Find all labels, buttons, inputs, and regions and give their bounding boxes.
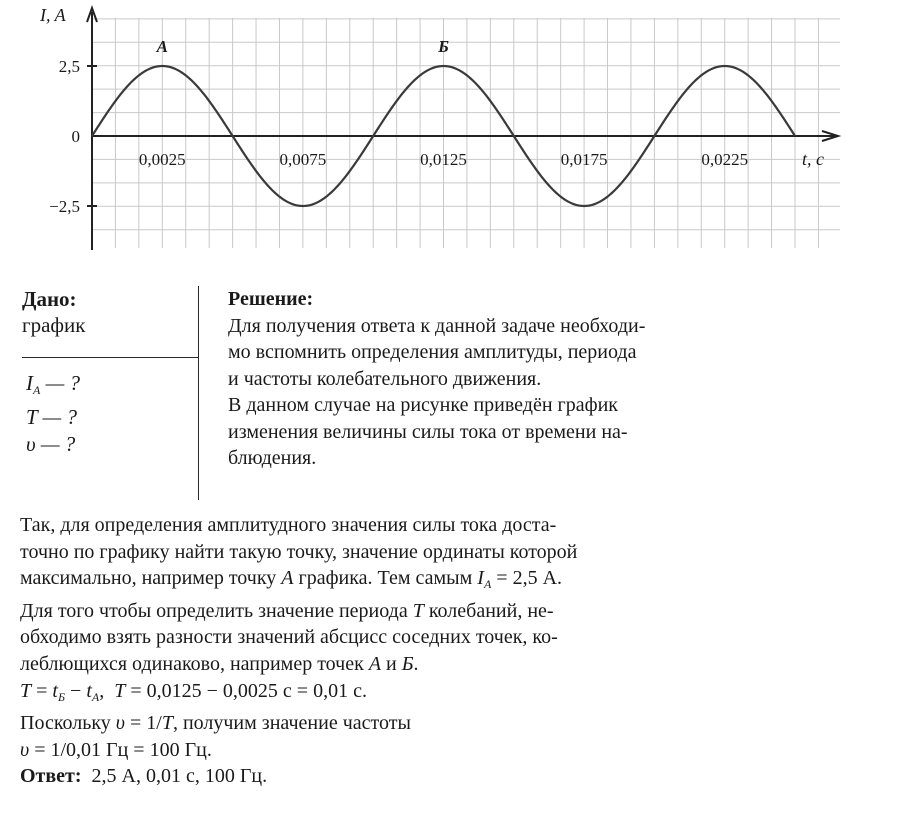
chart-grid <box>92 18 840 248</box>
given-block <box>22 286 198 506</box>
unknowns-list <box>26 370 80 458</box>
given-divider <box>22 357 198 358</box>
unknown-period: T — ? <box>26 405 77 429</box>
solution-line: мо вспомнить определения амплитуды, периода <box>228 341 637 363</box>
x-tick-label: 0,0175 <box>560 150 608 169</box>
current-time-chart <box>0 0 900 262</box>
unknown-amplitude: $I_A$ — ? <box>26 371 81 397</box>
answer-label: Ответ: <box>20 765 82 788</box>
solution-line: Для получения ответа к данной задаче необходи- <box>228 314 646 337</box>
x-tick-label: 0,0075 <box>279 150 327 169</box>
text-line: точно по графику найти такую точку, значение ординаты которой <box>20 540 578 563</box>
given-solution-separator <box>198 286 199 500</box>
solution-heading: Решение: <box>228 288 314 310</box>
text-line: обходимо взять разности значений абсцисс соседних точек, ко- <box>20 626 558 649</box>
y-tick-label: 2,5 <box>58 57 80 76</box>
given-item: график <box>22 313 86 337</box>
explanation-text <box>20 512 890 790</box>
frequency-formula: υ = 1/0,01 Гц = 100 Гц. <box>20 738 212 761</box>
y-tick-label: −2,5 <box>49 197 80 216</box>
given-heading: Дано: <box>22 287 77 311</box>
y-axis-label: I, A <box>40 5 66 25</box>
y-tick-label: 0 <box>71 127 80 146</box>
x-axis-label: t, c <box>802 149 824 169</box>
period-formula: $T = t_Б - t_A$, T = 0,0125 − 0,0025 с = 0,01 с. <box>20 679 367 704</box>
solution-line: изменения величины силы тока от времени на- <box>228 420 628 443</box>
unknown-frequency: υ — ? <box>26 432 76 456</box>
text-line: Поскольку υ = 1/T, получим значение частоты <box>20 712 411 735</box>
text-line: Так, для определения амплитудного значения силы тока доста- <box>20 514 557 536</box>
answer-line <box>20 763 890 790</box>
x-tick-label: 0,0125 <box>420 150 467 169</box>
text-line: Для того чтобы определить значение периода T колебаний, не- <box>20 599 554 622</box>
point-label: A <box>156 37 168 56</box>
chart-axes <box>87 8 838 250</box>
point-label: Б <box>438 37 449 56</box>
x-tick-label: 0,0225 <box>701 150 749 169</box>
text-line: максимально, например точку A графика. Тем самым $I_A = 2,5$ А. <box>20 567 563 592</box>
x-tick-label: 0,0025 <box>138 150 186 169</box>
solution-line: В данном случае на рисунке приведён график <box>228 394 618 416</box>
text-line: леблющихся одинаково, например точек A и Б. <box>20 652 419 675</box>
solution-line: и частоты колебательного движения. <box>228 367 542 390</box>
answer-value: 2,5 А, 0,01 с, 100 Гц. <box>91 765 268 788</box>
chart-point-labels <box>156 37 449 56</box>
solution-line: блюдения. <box>228 447 317 469</box>
solution-block <box>228 286 888 472</box>
